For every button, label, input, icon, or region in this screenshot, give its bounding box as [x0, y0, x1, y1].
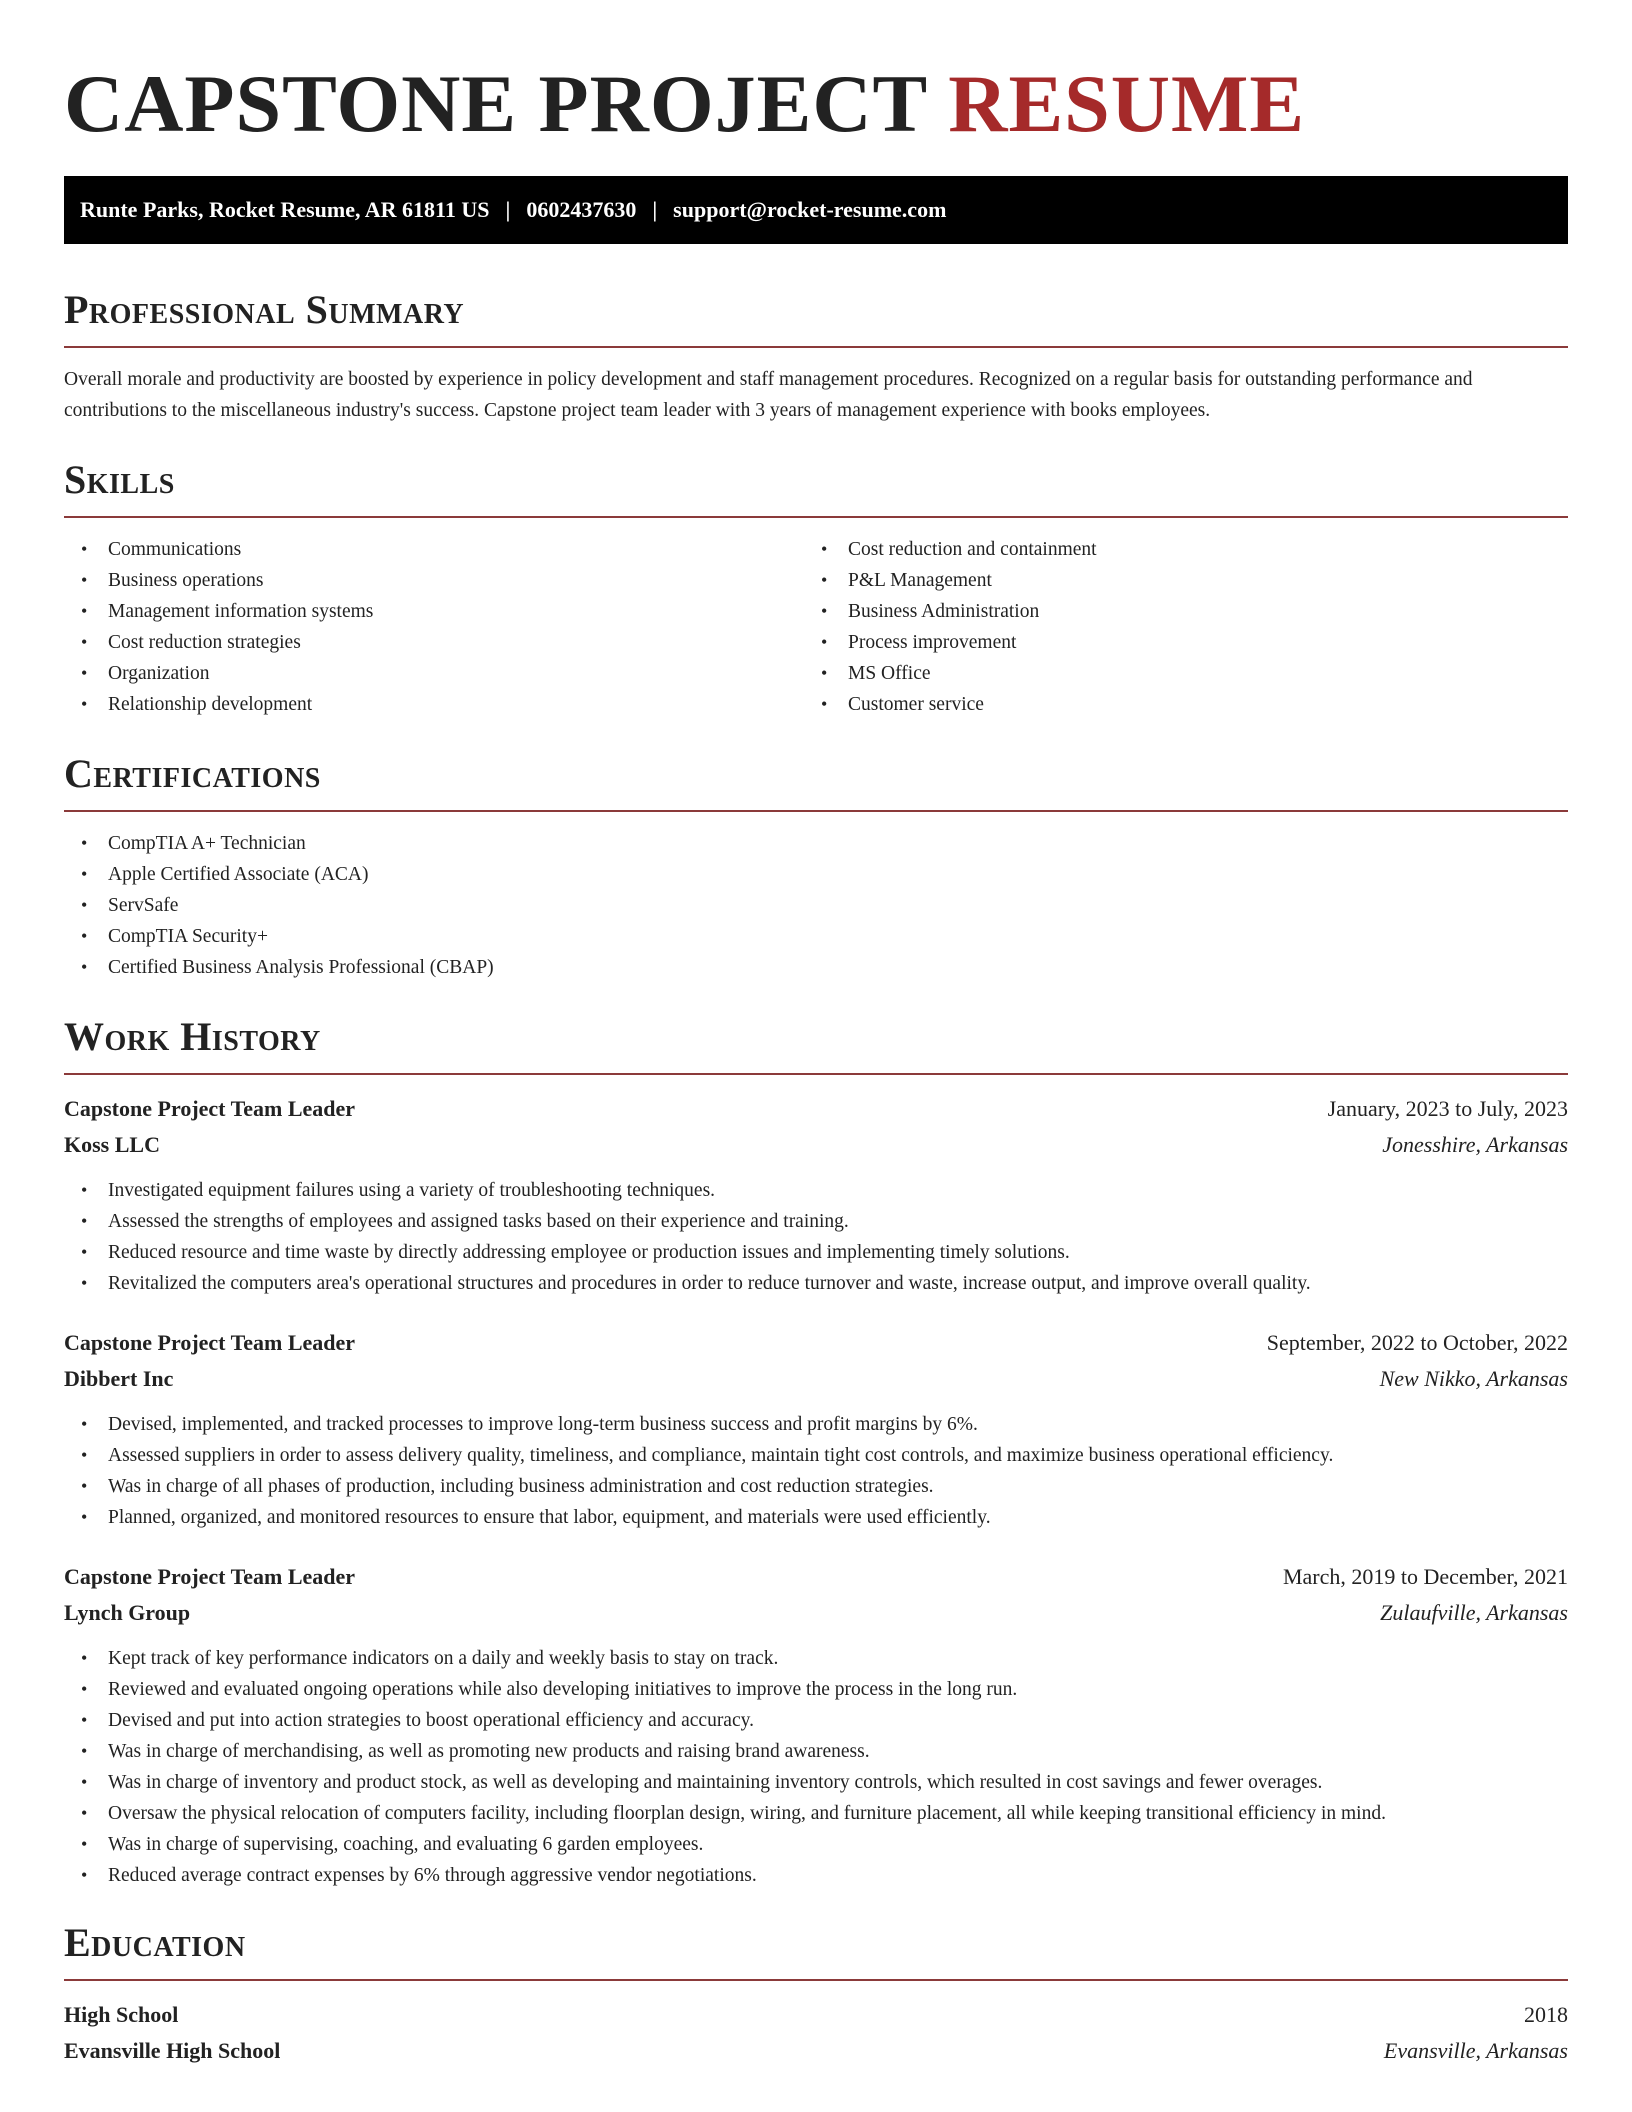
job-bullet: • Kept track of key performance indicators on a daily and weekly basis to stay on track.: [64, 1643, 1568, 1674]
skill-item: • Business Administration: [804, 596, 1544, 627]
resume-name: [64, 0, 1568, 176]
summary-section: [64, 284, 1568, 426]
job-header: [64, 1325, 1568, 1361]
section-title: Certifications: [64, 751, 321, 796]
section-divider: [64, 516, 1568, 518]
section-divider: [64, 810, 1568, 812]
job-bullet: • Revitalized the computers area's operational structures and procedures in order to reduce turnover and waste, increase output, and improve overall quality.: [64, 1268, 1568, 1299]
job-bullet: • Was in charge of all phases of production, including business administration and cost reduction strategies.: [64, 1471, 1568, 1502]
section-divider: [64, 1073, 1568, 1075]
job-dates: January, 2023 to July, 2023: [1327, 1096, 1568, 1121]
skill-item: • Cost reduction strategies: [64, 627, 804, 658]
job-bullet: • Investigated equipment failures using a variety of troubleshooting techniques.: [64, 1175, 1568, 1206]
certifications-list: [64, 828, 1568, 983]
name-first: CAPSTONE PROJECT: [64, 58, 927, 149]
skill-item: • Organization: [64, 658, 804, 689]
job-company: Lynch Group: [64, 1600, 191, 1625]
contact-separator: |: [505, 197, 511, 222]
skill-item: • Customer service: [804, 689, 1544, 720]
job-title: Capstone Project Team Leader: [64, 1330, 356, 1355]
job-bullets: [64, 1409, 1568, 1533]
certification-item: • CompTIA A+ Technician: [64, 828, 1568, 859]
education-location: Evansville, Arkansas: [1383, 2038, 1568, 2063]
skill-item: • MS Office: [804, 658, 1544, 689]
certification-item: • Apple Certified Associate (ACA): [64, 859, 1568, 890]
job-location: Zulaufville, Arkansas: [1380, 1600, 1568, 1625]
skills-list-left: [64, 534, 804, 720]
job-subheader: [64, 1127, 1568, 1163]
job-bullet: • Was in charge of merchandising, as well as promoting new products and raising brand awareness.: [64, 1736, 1568, 1767]
job-entry: [64, 1559, 1568, 1891]
name-last: RESUME: [948, 58, 1306, 149]
job-location: Jonesshire, Arkansas: [1382, 1132, 1568, 1157]
job-bullet: • Assessed the strengths of employees and assigned tasks based on their experience and training.: [64, 1206, 1568, 1237]
job-header: [64, 1559, 1568, 1595]
job-dates: September, 2022 to October, 2022: [1266, 1330, 1568, 1355]
contact-phone: 0602437630: [526, 197, 637, 222]
contact-separator: |: [652, 197, 658, 222]
skills-grid: [64, 534, 1568, 720]
job-company: Koss LLC: [64, 1132, 160, 1157]
skill-item: • Process improvement: [804, 627, 1544, 658]
job-header: [64, 1091, 1568, 1127]
skills-list-right: [804, 534, 1544, 720]
job-bullets: [64, 1175, 1568, 1299]
job-bullet: • Was in charge of inventory and product stock, as well as developing and maintaining inventory controls, which resulted in cost savings and fewer overages.: [64, 1767, 1568, 1798]
job-bullet: • Reduced resource and time waste by directly addressing employee or production issues and implementing timely solutions.: [64, 1237, 1568, 1268]
job-entry: [64, 1325, 1568, 1533]
job-bullet: • Reviewed and evaluated ongoing operations while also developing initiatives to improve the process in the long run.: [64, 1674, 1568, 1705]
education-entry: [64, 1997, 1568, 2069]
job-title: Capstone Project Team Leader: [64, 1564, 356, 1589]
skill-item: • Business operations: [64, 565, 804, 596]
section-title: Education: [64, 1920, 246, 1965]
contact-email: support@rocket-resume.com: [673, 197, 947, 222]
job-bullet: • Devised and put into action strategies to boost operational efficiency and accuracy.: [64, 1705, 1568, 1736]
section-title: Work History: [64, 1014, 321, 1059]
certification-item: • ServSafe: [64, 890, 1568, 921]
job-title: Capstone Project Team Leader: [64, 1096, 356, 1121]
skill-item: • Relationship development: [64, 689, 804, 720]
contact-address: Runte Parks, Rocket Resume, AR 61811 US: [80, 197, 490, 222]
section-title: Skills: [64, 457, 175, 502]
skills-section: [64, 454, 1568, 720]
job-entry: [64, 1091, 1568, 1299]
education-subheader: [64, 2033, 1568, 2069]
job-bullet: • Oversaw the physical relocation of computers facility, including floorplan design, wiring, and furniture placement, all while keeping transitional efficiency in mind.: [64, 1798, 1568, 1829]
education-degree: High School: [64, 2002, 179, 2027]
education-school: Evansville High School: [64, 2038, 281, 2063]
job-bullet: • Planned, organized, and monitored resources to ensure that labor, equipment, and materials were used efficiently.: [64, 1502, 1568, 1533]
job-bullets: [64, 1643, 1568, 1891]
job-subheader: [64, 1361, 1568, 1397]
section-title: Professional Summary: [64, 287, 465, 332]
certification-item: • CompTIA Security+: [64, 921, 1568, 952]
job-bullet: • Assessed suppliers in order to assess delivery quality, timeliness, and compliance, maintain tight cost controls, and maximize business operational efficiency.: [64, 1440, 1568, 1471]
job-company: Dibbert Inc: [64, 1366, 174, 1391]
contact-bar: [64, 176, 1568, 244]
section-divider: [64, 346, 1568, 348]
job-location: New Nikko, Arkansas: [1379, 1366, 1568, 1391]
skill-item: • Communications: [64, 534, 804, 565]
education-header: [64, 1997, 1568, 2033]
certification-item: • Certified Business Analysis Professional (CBAP): [64, 952, 1568, 983]
education-year: 2018: [1524, 2002, 1568, 2027]
certifications-section: [64, 748, 1568, 983]
job-bullet: • Reduced average contract expenses by 6% through aggressive vendor negotiations.: [64, 1860, 1568, 1891]
summary-text: Overall morale and productivity are boosted by experience in policy development and staff management procedures. Recognized on a regular basis for outstanding performance and contributions to the miscellaneous industry's success. Capstone project team leader with 3 years of management experience with books employees.: [64, 369, 1473, 421]
education-section: [64, 1917, 1568, 2069]
skill-item: • Management information systems: [64, 596, 804, 627]
work-history-section: [64, 1011, 1568, 1891]
job-bullet: • Was in charge of supervising, coaching, and evaluating 6 garden employees.: [64, 1829, 1568, 1860]
job-bullet: • Devised, implemented, and tracked processes to improve long-term business success and profit margins by 6%.: [64, 1409, 1568, 1440]
skill-item: • Cost reduction and containment: [804, 534, 1544, 565]
skill-item: • P&L Management: [804, 565, 1544, 596]
job-dates: March, 2019 to December, 2021: [1282, 1564, 1568, 1589]
section-divider: [64, 1979, 1568, 1981]
job-subheader: [64, 1595, 1568, 1631]
